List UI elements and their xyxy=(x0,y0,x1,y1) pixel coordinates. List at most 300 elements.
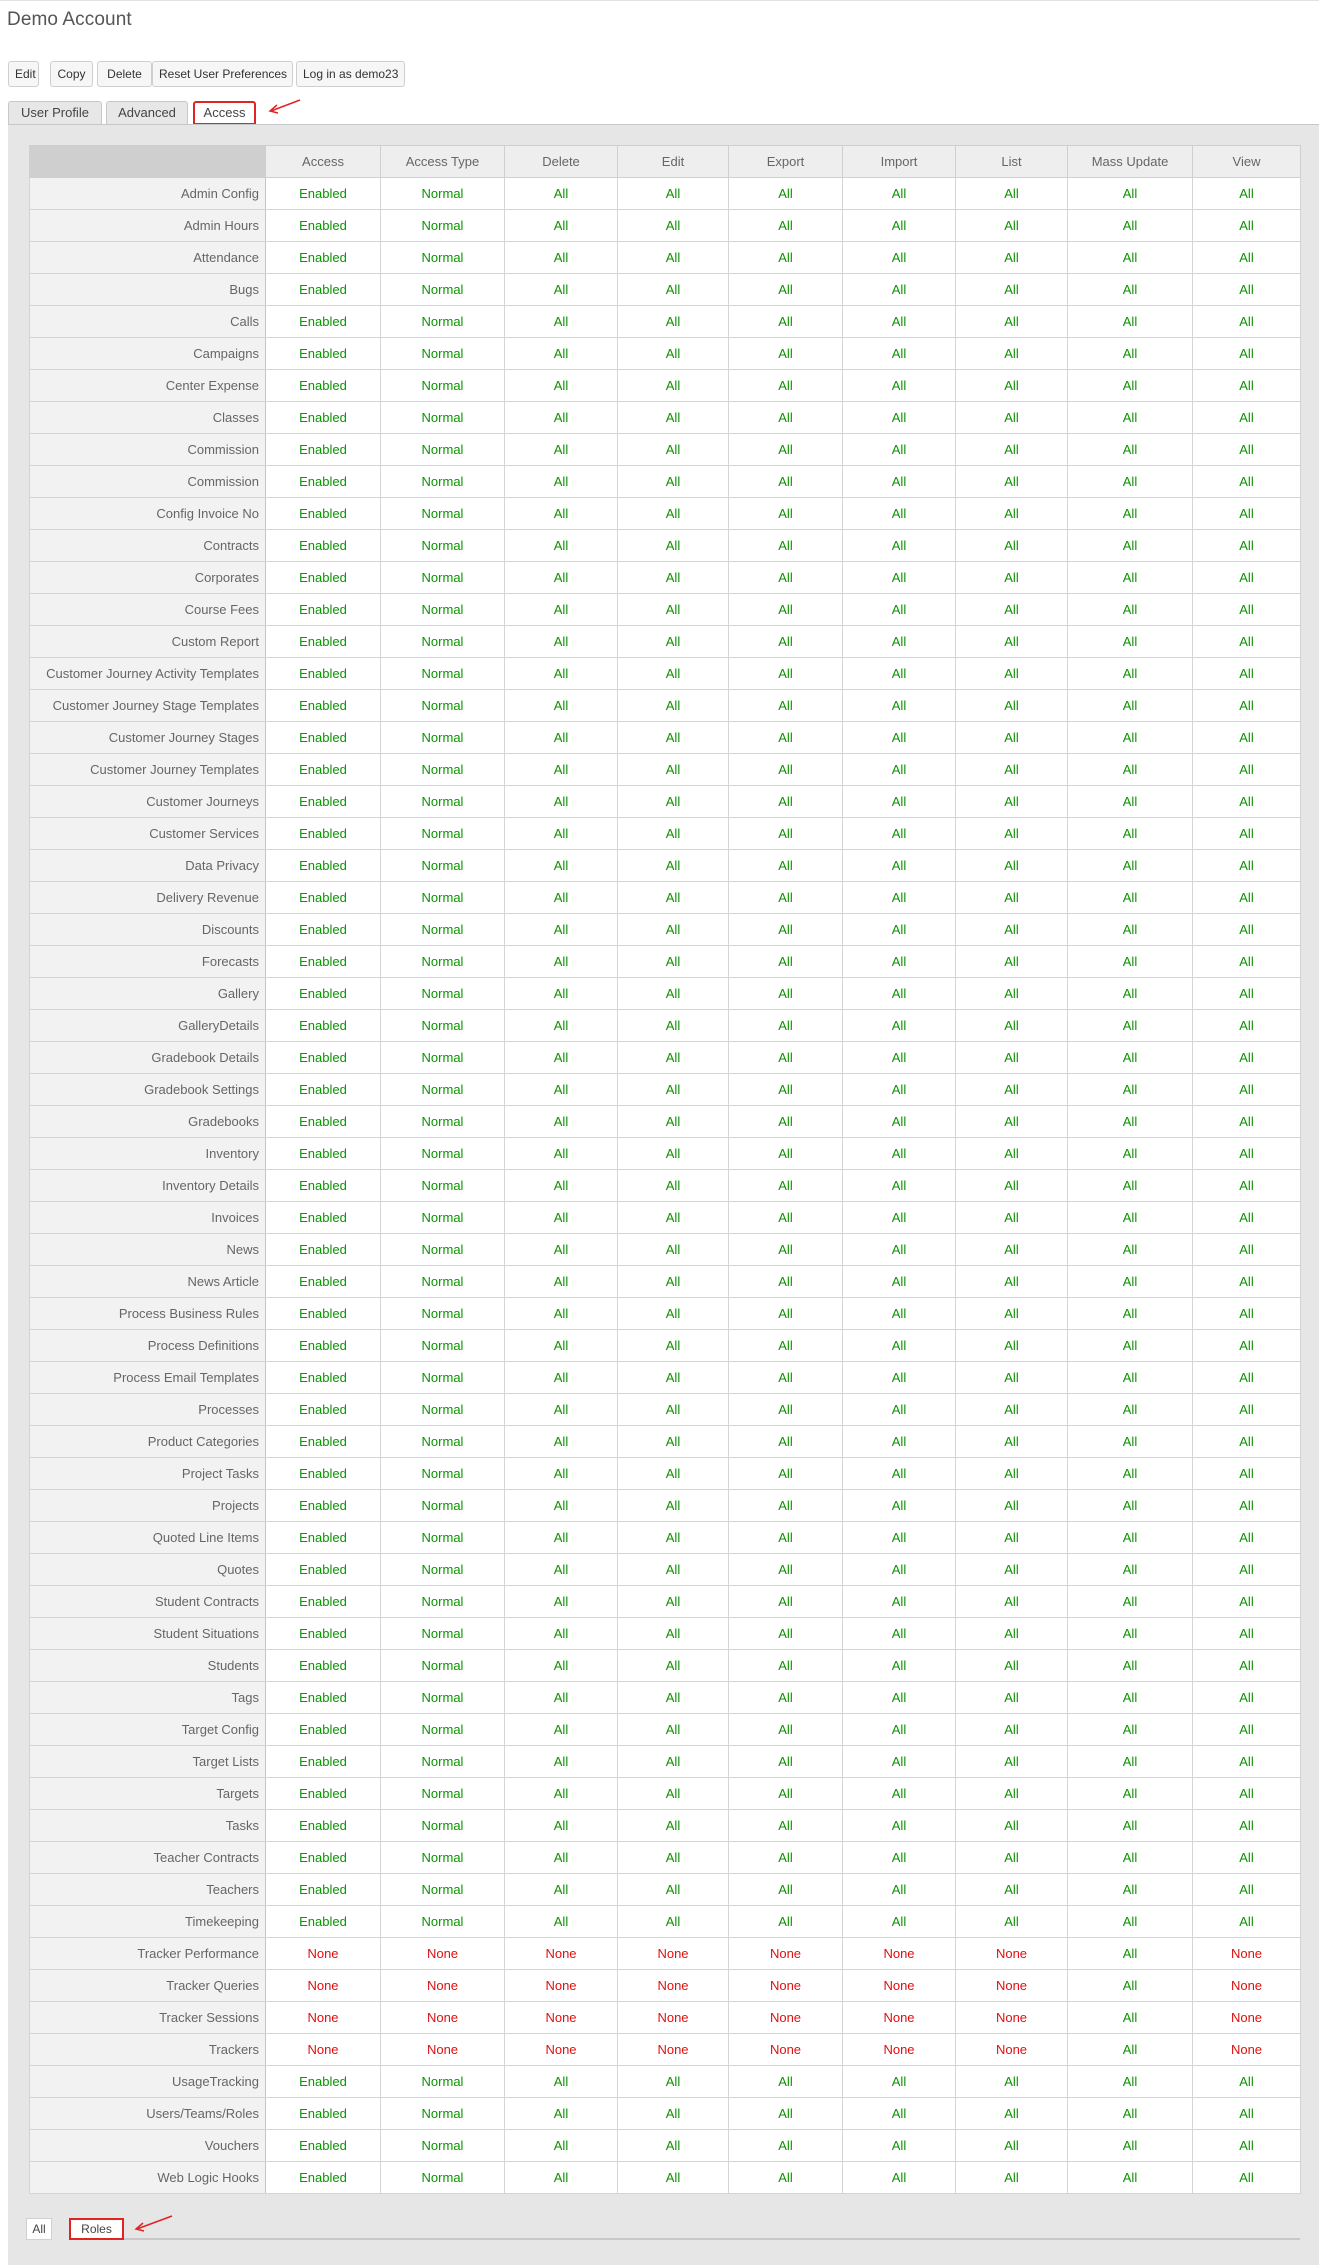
cell-view[interactable]: All xyxy=(1193,1490,1301,1522)
cell-edit[interactable]: All xyxy=(618,1714,729,1746)
cell-view[interactable]: All xyxy=(1193,1170,1301,1202)
cell-list[interactable]: All xyxy=(956,1234,1068,1266)
cell-delete[interactable]: All xyxy=(505,946,618,978)
cell-access[interactable]: Enabled xyxy=(266,562,381,594)
cell-edit[interactable]: All xyxy=(618,2098,729,2130)
cell-access[interactable]: None xyxy=(266,1970,381,2002)
cell-list[interactable]: All xyxy=(956,210,1068,242)
cell-import[interactable]: All xyxy=(843,2162,956,2194)
cell-access-type[interactable]: Normal xyxy=(381,1618,505,1650)
cell-access[interactable]: Enabled xyxy=(266,1810,381,1842)
cell-list[interactable]: All xyxy=(956,306,1068,338)
cell-access[interactable]: Enabled xyxy=(266,1330,381,1362)
cell-access[interactable]: Enabled xyxy=(266,946,381,978)
cell-view[interactable]: All xyxy=(1193,1650,1301,1682)
cell-access[interactable]: Enabled xyxy=(266,1042,381,1074)
cell-view[interactable]: All xyxy=(1193,1522,1301,1554)
cell-access-type[interactable]: Normal xyxy=(381,1554,505,1586)
cell-list[interactable]: None xyxy=(956,2034,1068,2066)
cell-delete[interactable]: All xyxy=(505,274,618,306)
cell-delete[interactable]: All xyxy=(505,1842,618,1874)
cell-access-type[interactable]: Normal xyxy=(381,722,505,754)
cell-access[interactable]: Enabled xyxy=(266,1554,381,1586)
cell-export[interactable]: All xyxy=(729,914,843,946)
cell-import[interactable]: All xyxy=(843,2066,956,2098)
cell-export[interactable]: All xyxy=(729,402,843,434)
cell-import[interactable]: None xyxy=(843,1970,956,2002)
cell-access[interactable]: Enabled xyxy=(266,1682,381,1714)
cell-mass-update[interactable]: All xyxy=(1068,1682,1193,1714)
cell-import[interactable]: All xyxy=(843,882,956,914)
cell-export[interactable]: All xyxy=(729,1618,843,1650)
cell-edit[interactable]: All xyxy=(618,1234,729,1266)
cell-export[interactable]: All xyxy=(729,338,843,370)
cell-view[interactable]: All xyxy=(1193,946,1301,978)
cell-access-type[interactable]: Normal xyxy=(381,274,505,306)
cell-access-type[interactable]: Normal xyxy=(381,1682,505,1714)
cell-import[interactable]: All xyxy=(843,1010,956,1042)
cell-export[interactable]: All xyxy=(729,978,843,1010)
cell-edit[interactable]: All xyxy=(618,498,729,530)
cell-view[interactable]: All xyxy=(1193,978,1301,1010)
cell-export[interactable]: All xyxy=(729,1490,843,1522)
cell-access-type[interactable]: Normal xyxy=(381,2130,505,2162)
cell-view[interactable]: All xyxy=(1193,2066,1301,2098)
cell-access-type[interactable]: Normal xyxy=(381,1106,505,1138)
cell-delete[interactable]: All xyxy=(505,1522,618,1554)
cell-export[interactable]: All xyxy=(729,242,843,274)
cell-export[interactable]: All xyxy=(729,722,843,754)
cell-access[interactable]: Enabled xyxy=(266,370,381,402)
cell-access[interactable]: Enabled xyxy=(266,1842,381,1874)
cell-export[interactable]: All xyxy=(729,1842,843,1874)
cell-delete[interactable]: None xyxy=(505,1970,618,2002)
cell-access-type[interactable]: Normal xyxy=(381,530,505,562)
cell-edit[interactable]: All xyxy=(618,1650,729,1682)
cell-import[interactable]: All xyxy=(843,850,956,882)
cell-access-type[interactable]: Normal xyxy=(381,1042,505,1074)
cell-mass-update[interactable]: All xyxy=(1068,2098,1193,2130)
cell-import[interactable]: All xyxy=(843,1362,956,1394)
cell-view[interactable]: All xyxy=(1193,1394,1301,1426)
cell-view[interactable]: All xyxy=(1193,210,1301,242)
cell-list[interactable]: All xyxy=(956,1458,1068,1490)
cell-view[interactable]: All xyxy=(1193,1266,1301,1298)
cell-access-type[interactable]: Normal xyxy=(381,562,505,594)
cell-access[interactable]: Enabled xyxy=(266,594,381,626)
cell-view[interactable]: All xyxy=(1193,242,1301,274)
cell-access-type[interactable]: Normal xyxy=(381,978,505,1010)
cell-view[interactable]: All xyxy=(1193,402,1301,434)
cell-mass-update[interactable]: All xyxy=(1068,1202,1193,1234)
cell-import[interactable]: All xyxy=(843,1426,956,1458)
cell-export[interactable]: All xyxy=(729,1298,843,1330)
cell-access[interactable]: Enabled xyxy=(266,722,381,754)
cell-list[interactable]: None xyxy=(956,2002,1068,2034)
reset-user-preferences-button[interactable]: Reset User Preferences xyxy=(152,61,293,87)
cell-mass-update[interactable]: All xyxy=(1068,1490,1193,1522)
cell-access[interactable]: Enabled xyxy=(266,466,381,498)
cell-mass-update[interactable]: All xyxy=(1068,1522,1193,1554)
cell-mass-update[interactable]: All xyxy=(1068,818,1193,850)
copy-button[interactable]: Copy xyxy=(50,61,93,87)
cell-edit[interactable]: None xyxy=(618,2002,729,2034)
cell-mass-update[interactable]: All xyxy=(1068,1906,1193,1938)
cell-access-type[interactable]: Normal xyxy=(381,1138,505,1170)
cell-edit[interactable]: All xyxy=(618,1298,729,1330)
cell-list[interactable]: All xyxy=(956,1906,1068,1938)
cell-edit[interactable]: All xyxy=(618,1010,729,1042)
cell-access-type[interactable]: Normal xyxy=(381,2162,505,2194)
cell-view[interactable]: All xyxy=(1193,1682,1301,1714)
cell-mass-update[interactable]: All xyxy=(1068,1106,1193,1138)
cell-export[interactable]: All xyxy=(729,1778,843,1810)
cell-list[interactable]: None xyxy=(956,1970,1068,2002)
cell-access[interactable]: Enabled xyxy=(266,1010,381,1042)
cell-mass-update[interactable]: All xyxy=(1068,338,1193,370)
cell-access-type[interactable]: None xyxy=(381,1938,505,1970)
cell-export[interactable]: All xyxy=(729,1042,843,1074)
cell-access-type[interactable]: Normal xyxy=(381,466,505,498)
cell-access-type[interactable]: Normal xyxy=(381,1234,505,1266)
cell-access-type[interactable]: Normal xyxy=(381,2066,505,2098)
cell-access[interactable]: Enabled xyxy=(266,1298,381,1330)
cell-delete[interactable]: All xyxy=(505,306,618,338)
cell-mass-update[interactable]: All xyxy=(1068,1810,1193,1842)
cell-view[interactable]: All xyxy=(1193,1618,1301,1650)
cell-export[interactable]: All xyxy=(729,1202,843,1234)
cell-view[interactable]: All xyxy=(1193,1842,1301,1874)
cell-edit[interactable]: All xyxy=(618,2162,729,2194)
cell-delete[interactable]: All xyxy=(505,242,618,274)
cell-list[interactable]: All xyxy=(956,1522,1068,1554)
cell-export[interactable]: All xyxy=(729,370,843,402)
cell-access[interactable]: Enabled xyxy=(266,1778,381,1810)
cell-mass-update[interactable]: All xyxy=(1068,306,1193,338)
tab-access[interactable]: Access xyxy=(193,101,256,125)
cell-access[interactable]: Enabled xyxy=(266,626,381,658)
cell-view[interactable]: All xyxy=(1193,306,1301,338)
cell-access-type[interactable]: Normal xyxy=(381,1778,505,1810)
cell-access[interactable]: Enabled xyxy=(266,1874,381,1906)
cell-import[interactable]: All xyxy=(843,2098,956,2130)
cell-mass-update[interactable]: All xyxy=(1068,690,1193,722)
cell-edit[interactable]: All xyxy=(618,818,729,850)
cell-import[interactable]: All xyxy=(843,178,956,210)
cell-access[interactable]: Enabled xyxy=(266,242,381,274)
cell-edit[interactable]: None xyxy=(618,1970,729,2002)
cell-import[interactable]: All xyxy=(843,1490,956,1522)
cell-list[interactable]: All xyxy=(956,1586,1068,1618)
cell-access-type[interactable]: Normal xyxy=(381,1074,505,1106)
cell-export[interactable]: All xyxy=(729,2130,843,2162)
cell-mass-update[interactable]: All xyxy=(1068,1298,1193,1330)
cell-export[interactable]: All xyxy=(729,818,843,850)
cell-mass-update[interactable]: All xyxy=(1068,882,1193,914)
cell-list[interactable]: All xyxy=(956,786,1068,818)
cell-access[interactable]: Enabled xyxy=(266,434,381,466)
cell-import[interactable]: All xyxy=(843,306,956,338)
cell-access[interactable]: Enabled xyxy=(266,1074,381,1106)
cell-list[interactable]: All xyxy=(956,370,1068,402)
cell-view[interactable]: All xyxy=(1193,1202,1301,1234)
cell-view[interactable]: None xyxy=(1193,2002,1301,2034)
cell-import[interactable]: All xyxy=(843,1554,956,1586)
cell-import[interactable]: All xyxy=(843,1810,956,1842)
cell-list[interactable]: All xyxy=(956,466,1068,498)
cell-access[interactable]: None xyxy=(266,2034,381,2066)
cell-edit[interactable]: All xyxy=(618,1138,729,1170)
cell-edit[interactable]: All xyxy=(618,1426,729,1458)
cell-edit[interactable]: All xyxy=(618,1874,729,1906)
cell-view[interactable]: All xyxy=(1193,690,1301,722)
cell-mass-update[interactable]: All xyxy=(1068,1970,1193,2002)
cell-mass-update[interactable]: All xyxy=(1068,1010,1193,1042)
cell-import[interactable]: All xyxy=(843,1522,956,1554)
cell-mass-update[interactable]: All xyxy=(1068,1074,1193,1106)
cell-access[interactable]: Enabled xyxy=(266,498,381,530)
cell-edit[interactable]: All xyxy=(618,402,729,434)
cell-mass-update[interactable]: All xyxy=(1068,210,1193,242)
cell-view[interactable]: All xyxy=(1193,1298,1301,1330)
cell-mass-update[interactable]: All xyxy=(1068,946,1193,978)
cell-list[interactable]: All xyxy=(956,1618,1068,1650)
cell-access[interactable]: Enabled xyxy=(266,658,381,690)
cell-edit[interactable]: All xyxy=(618,2066,729,2098)
cell-access[interactable]: Enabled xyxy=(266,1426,381,1458)
cell-mass-update[interactable]: All xyxy=(1068,1138,1193,1170)
cell-edit[interactable]: All xyxy=(618,1394,729,1426)
cell-access-type[interactable]: Normal xyxy=(381,1490,505,1522)
cell-list[interactable]: All xyxy=(956,530,1068,562)
cell-view[interactable]: All xyxy=(1193,1906,1301,1938)
cell-list[interactable]: All xyxy=(956,1682,1068,1714)
cell-access[interactable]: Enabled xyxy=(266,690,381,722)
cell-import[interactable]: All xyxy=(843,722,956,754)
cell-mass-update[interactable]: All xyxy=(1068,402,1193,434)
cell-edit[interactable]: All xyxy=(618,1042,729,1074)
cell-view[interactable]: All xyxy=(1193,178,1301,210)
cell-access[interactable]: Enabled xyxy=(266,850,381,882)
cell-list[interactable]: All xyxy=(956,1490,1068,1522)
cell-delete[interactable]: All xyxy=(505,1202,618,1234)
cell-access[interactable]: Enabled xyxy=(266,274,381,306)
cell-access-type[interactable]: Normal xyxy=(381,1586,505,1618)
cell-mass-update[interactable]: All xyxy=(1068,2162,1193,2194)
cell-list[interactable]: All xyxy=(956,434,1068,466)
cell-delete[interactable]: All xyxy=(505,210,618,242)
cell-edit[interactable]: All xyxy=(618,594,729,626)
cell-export[interactable]: All xyxy=(729,210,843,242)
cell-access[interactable]: Enabled xyxy=(266,786,381,818)
cell-delete[interactable]: All xyxy=(505,1426,618,1458)
cell-import[interactable]: None xyxy=(843,2034,956,2066)
cell-access-type[interactable]: Normal xyxy=(381,1298,505,1330)
cell-import[interactable]: All xyxy=(843,1138,956,1170)
cell-delete[interactable]: All xyxy=(505,1618,618,1650)
cell-import[interactable]: All xyxy=(843,1234,956,1266)
cell-mass-update[interactable]: All xyxy=(1068,850,1193,882)
cell-view[interactable]: All xyxy=(1193,2162,1301,2194)
cell-access-type[interactable]: Normal xyxy=(381,786,505,818)
cell-delete[interactable]: All xyxy=(505,1554,618,1586)
cell-import[interactable]: All xyxy=(843,1714,956,1746)
cell-export[interactable]: All xyxy=(729,1586,843,1618)
cell-list[interactable]: All xyxy=(956,2130,1068,2162)
cell-delete[interactable]: All xyxy=(505,914,618,946)
cell-delete[interactable]: All xyxy=(505,754,618,786)
cell-access-type[interactable]: Normal xyxy=(381,306,505,338)
cell-edit[interactable]: All xyxy=(618,274,729,306)
cell-view[interactable]: All xyxy=(1193,626,1301,658)
cell-delete[interactable]: All xyxy=(505,1074,618,1106)
cell-delete[interactable]: All xyxy=(505,722,618,754)
cell-access[interactable]: Enabled xyxy=(266,1362,381,1394)
cell-access[interactable]: Enabled xyxy=(266,306,381,338)
cell-access-type[interactable]: Normal xyxy=(381,1650,505,1682)
cell-mass-update[interactable]: All xyxy=(1068,626,1193,658)
cell-mass-update[interactable]: All xyxy=(1068,1234,1193,1266)
cell-mass-update[interactable]: All xyxy=(1068,1458,1193,1490)
cell-delete[interactable]: All xyxy=(505,1234,618,1266)
cell-access-type[interactable]: Normal xyxy=(381,1458,505,1490)
cell-access[interactable]: Enabled xyxy=(266,1746,381,1778)
cell-access[interactable]: Enabled xyxy=(266,1394,381,1426)
cell-export[interactable]: All xyxy=(729,1170,843,1202)
log-in-as-button[interactable]: Log in as demo23 xyxy=(296,61,405,87)
cell-access-type[interactable]: Normal xyxy=(381,1874,505,1906)
cell-mass-update[interactable]: All xyxy=(1068,178,1193,210)
cell-import[interactable]: All xyxy=(843,978,956,1010)
cell-access-type[interactable]: None xyxy=(381,1970,505,2002)
cell-view[interactable]: All xyxy=(1193,1586,1301,1618)
cell-delete[interactable]: All xyxy=(505,1746,618,1778)
cell-access-type[interactable]: Normal xyxy=(381,818,505,850)
cell-mass-update[interactable]: All xyxy=(1068,1650,1193,1682)
cell-import[interactable]: None xyxy=(843,2002,956,2034)
cell-access[interactable]: Enabled xyxy=(266,2162,381,2194)
cell-edit[interactable]: All xyxy=(618,626,729,658)
cell-export[interactable]: All xyxy=(729,1330,843,1362)
cell-import[interactable]: All xyxy=(843,1650,956,1682)
cell-list[interactable]: All xyxy=(956,690,1068,722)
delete-button[interactable]: Delete xyxy=(97,61,152,87)
cell-mass-update[interactable]: All xyxy=(1068,1778,1193,1810)
cell-access-type[interactable]: Normal xyxy=(381,1426,505,1458)
cell-delete[interactable]: All xyxy=(505,1266,618,1298)
cell-access[interactable]: None xyxy=(266,2002,381,2034)
cell-import[interactable]: All xyxy=(843,498,956,530)
cell-delete[interactable]: All xyxy=(505,850,618,882)
cell-export[interactable]: None xyxy=(729,1938,843,1970)
cell-access[interactable]: Enabled xyxy=(266,882,381,914)
cell-edit[interactable]: All xyxy=(618,946,729,978)
cell-list[interactable]: All xyxy=(956,1426,1068,1458)
cell-edit[interactable]: All xyxy=(618,530,729,562)
cell-import[interactable]: All xyxy=(843,1298,956,1330)
cell-delete[interactable]: None xyxy=(505,2034,618,2066)
cell-delete[interactable]: All xyxy=(505,498,618,530)
cell-view[interactable]: All xyxy=(1193,1234,1301,1266)
cell-export[interactable]: All xyxy=(729,1746,843,1778)
cell-access-type[interactable]: Normal xyxy=(381,690,505,722)
cell-list[interactable]: All xyxy=(956,818,1068,850)
cell-delete[interactable]: All xyxy=(505,882,618,914)
cell-export[interactable]: All xyxy=(729,1266,843,1298)
cell-edit[interactable]: All xyxy=(618,1682,729,1714)
cell-access-type[interactable]: Normal xyxy=(381,658,505,690)
cell-access-type[interactable]: Normal xyxy=(381,402,505,434)
cell-view[interactable]: All xyxy=(1193,1778,1301,1810)
cell-export[interactable]: All xyxy=(729,882,843,914)
cell-access-type[interactable]: Normal xyxy=(381,594,505,626)
cell-delete[interactable]: All xyxy=(505,1586,618,1618)
subtab-all[interactable]: All xyxy=(26,2218,52,2240)
cell-access-type[interactable]: Normal xyxy=(381,946,505,978)
cell-list[interactable]: All xyxy=(956,1010,1068,1042)
cell-mass-update[interactable]: All xyxy=(1068,1586,1193,1618)
cell-view[interactable]: All xyxy=(1193,818,1301,850)
cell-delete[interactable]: All xyxy=(505,818,618,850)
cell-delete[interactable]: All xyxy=(505,2066,618,2098)
cell-view[interactable]: All xyxy=(1193,466,1301,498)
cell-access[interactable]: Enabled xyxy=(266,1234,381,1266)
cell-import[interactable]: All xyxy=(843,1170,956,1202)
cell-view[interactable]: All xyxy=(1193,1746,1301,1778)
cell-import[interactable]: All xyxy=(843,1842,956,1874)
cell-delete[interactable]: All xyxy=(505,1362,618,1394)
cell-access-type[interactable]: Normal xyxy=(381,1266,505,1298)
cell-delete[interactable]: All xyxy=(505,466,618,498)
cell-delete[interactable]: All xyxy=(505,1330,618,1362)
cell-list[interactable]: All xyxy=(956,2098,1068,2130)
cell-access[interactable]: Enabled xyxy=(266,914,381,946)
cell-delete[interactable]: All xyxy=(505,402,618,434)
cell-view[interactable]: All xyxy=(1193,338,1301,370)
cell-view[interactable]: None xyxy=(1193,1938,1301,1970)
cell-list[interactable]: All xyxy=(956,1746,1068,1778)
cell-export[interactable]: All xyxy=(729,1106,843,1138)
cell-access-type[interactable]: None xyxy=(381,2034,505,2066)
cell-access-type[interactable]: Normal xyxy=(381,1842,505,1874)
cell-delete[interactable]: All xyxy=(505,1106,618,1138)
cell-access[interactable]: Enabled xyxy=(266,2098,381,2130)
cell-export[interactable]: All xyxy=(729,2098,843,2130)
cell-import[interactable]: All xyxy=(843,242,956,274)
cell-delete[interactable]: All xyxy=(505,1906,618,1938)
cell-mass-update[interactable]: All xyxy=(1068,2066,1193,2098)
cell-mass-update[interactable]: All xyxy=(1068,1170,1193,1202)
cell-import[interactable]: All xyxy=(843,562,956,594)
cell-access-type[interactable]: Normal xyxy=(381,1810,505,1842)
cell-view[interactable]: All xyxy=(1193,434,1301,466)
cell-access[interactable]: Enabled xyxy=(266,1714,381,1746)
cell-list[interactable]: All xyxy=(956,946,1068,978)
cell-edit[interactable]: All xyxy=(618,658,729,690)
cell-edit[interactable]: All xyxy=(618,1618,729,1650)
cell-access-type[interactable]: Normal xyxy=(381,1330,505,1362)
cell-access[interactable]: Enabled xyxy=(266,530,381,562)
cell-edit[interactable]: All xyxy=(618,1074,729,1106)
cell-mass-update[interactable]: All xyxy=(1068,370,1193,402)
cell-mass-update[interactable]: All xyxy=(1068,2034,1193,2066)
cell-mass-update[interactable]: All xyxy=(1068,498,1193,530)
cell-delete[interactable]: All xyxy=(505,1138,618,1170)
cell-edit[interactable]: All xyxy=(618,1906,729,1938)
cell-list[interactable]: All xyxy=(956,658,1068,690)
cell-list[interactable]: All xyxy=(956,498,1068,530)
cell-import[interactable]: All xyxy=(843,1074,956,1106)
